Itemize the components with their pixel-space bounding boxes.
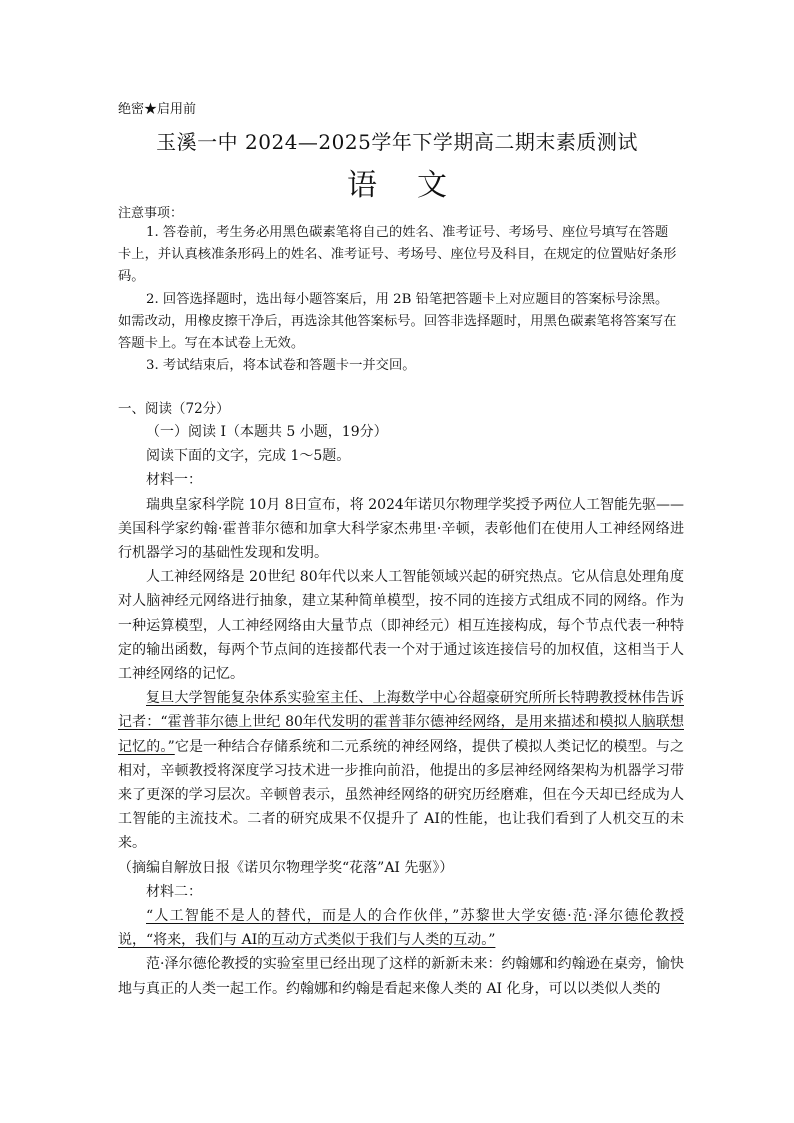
- material-2-label: 材料二：: [146, 883, 202, 900]
- paragraph: 人工神经网络是 20世纪 80年代以来人工智能领域兴起的研究热点。它从信息处理角度对人脑神经元网络进行抽象，建立某种简单模型，按不同的连接方式组成不同的网络。作为一种运算模型，人工神经网络由大量节点（即神经元）相互连接构成，每个节点代表一种特定的输出函数，每两个节点间的连接都代表一个对于通过该连接信号的加权值，这相当于人工神经网络的记忆。: [118, 569, 684, 683]
- reading-body: [118, 420, 684, 1001]
- confidential-label: 绝密★启用前: [118, 102, 197, 117]
- underlined-quote: 复旦大学智能复杂体系实验室主任、上海数学中心谷超豪研究所所长特聘教授林伟告诉记者：“霍普菲尔德上世纪 80年代发明的霍普菲尔德神经网络，是用来描述和模拟人脑联想记忆的。”: [118, 690, 684, 755]
- exam-title: 玉溪一中 2024—2025学年下学期高二期末素质测试: [156, 130, 638, 154]
- material-1-label: 材料一：: [146, 472, 202, 489]
- paragraph-text: 它是一种结合存储系统和二元系统的神经网络，提供了模拟人类记忆的模型。与之相对，辛顿教授将深度学习技术进一步推向前沿，他提出的多层神经网络架构为机器学习带来了更深的学习层次。辛顿曾表示，虽然神经网络的研究历经磨难，但在今天却已经成为人工智能的主流技术。二者的研究成果不仅提升了 AI的性能，也让我们看到了人机交互的未来。: [118, 738, 684, 852]
- instruction: 阅读下面的文字，完成 1～5题。: [146, 448, 351, 465]
- source-citation: （摘编自解放日报《诺贝尔物理学奖“花落”AI 先驱》）: [118, 859, 454, 876]
- paragraph: 瑞典皇家科学院 10月 8日宣布，将 2024年诺贝尔物理学奖授予两位人工智能先驱——美国科学家约翰·霍普菲尔德和加拿大科学家杰弗里·辛顿，表彰他们在使用人工神经网络进行机器学习的基础性发现和发明。: [118, 496, 684, 562]
- notice-item: 2. 回答选择题时，选出每小题答案后，用 2B 铅笔把答题卡上对应题目的答案标号涂黑。如需改动，用橡皮擦干净后，再选涂其他答案标号。回答非选择题时，用黑色碳素笔将答案写在答题卡上。写在本试卷上无效。: [118, 291, 677, 352]
- underlined-quote: “人工智能不是人的替代，而是人的合作伙伴，”苏黎世大学安德·范·泽尔德伦教授说，“将来，我们与 AI的互动方式类似于我们与人类的互动。”: [118, 908, 684, 949]
- paragraph: [118, 686, 684, 855]
- notice-item: 1. 答卷前，考生务必用黑色碳素笔将自己的姓名、准考证号、考场号、座位号填写在答题卡上，并认真核准条形码上的姓名、准考证号、考场号、座位号及科目，在规定的位置贴好条形码。: [118, 225, 677, 285]
- notice-heading: 注意事项：: [118, 206, 184, 221]
- notice-list: [118, 222, 680, 377]
- subject-title: 语文: [347, 168, 487, 203]
- notice-item: 3. 考试结束后，将本试卷和答题卡一并交回。: [146, 358, 416, 374]
- section-heading: 一、阅读（72分）: [118, 401, 230, 417]
- paragraph: [118, 904, 684, 952]
- sub-heading: （一）阅读 I（本题共 5 小题，19分）: [146, 424, 388, 440]
- paragraph: 范·泽尔德伦教授的实验室里已经出现了这样的新新未来：约翰娜和约翰逊在桌旁，愉快地与真正的人类一起工作。约翰娜和约翰是看起来像人类的 AI 化身，可以以类似人类的: [118, 956, 684, 997]
